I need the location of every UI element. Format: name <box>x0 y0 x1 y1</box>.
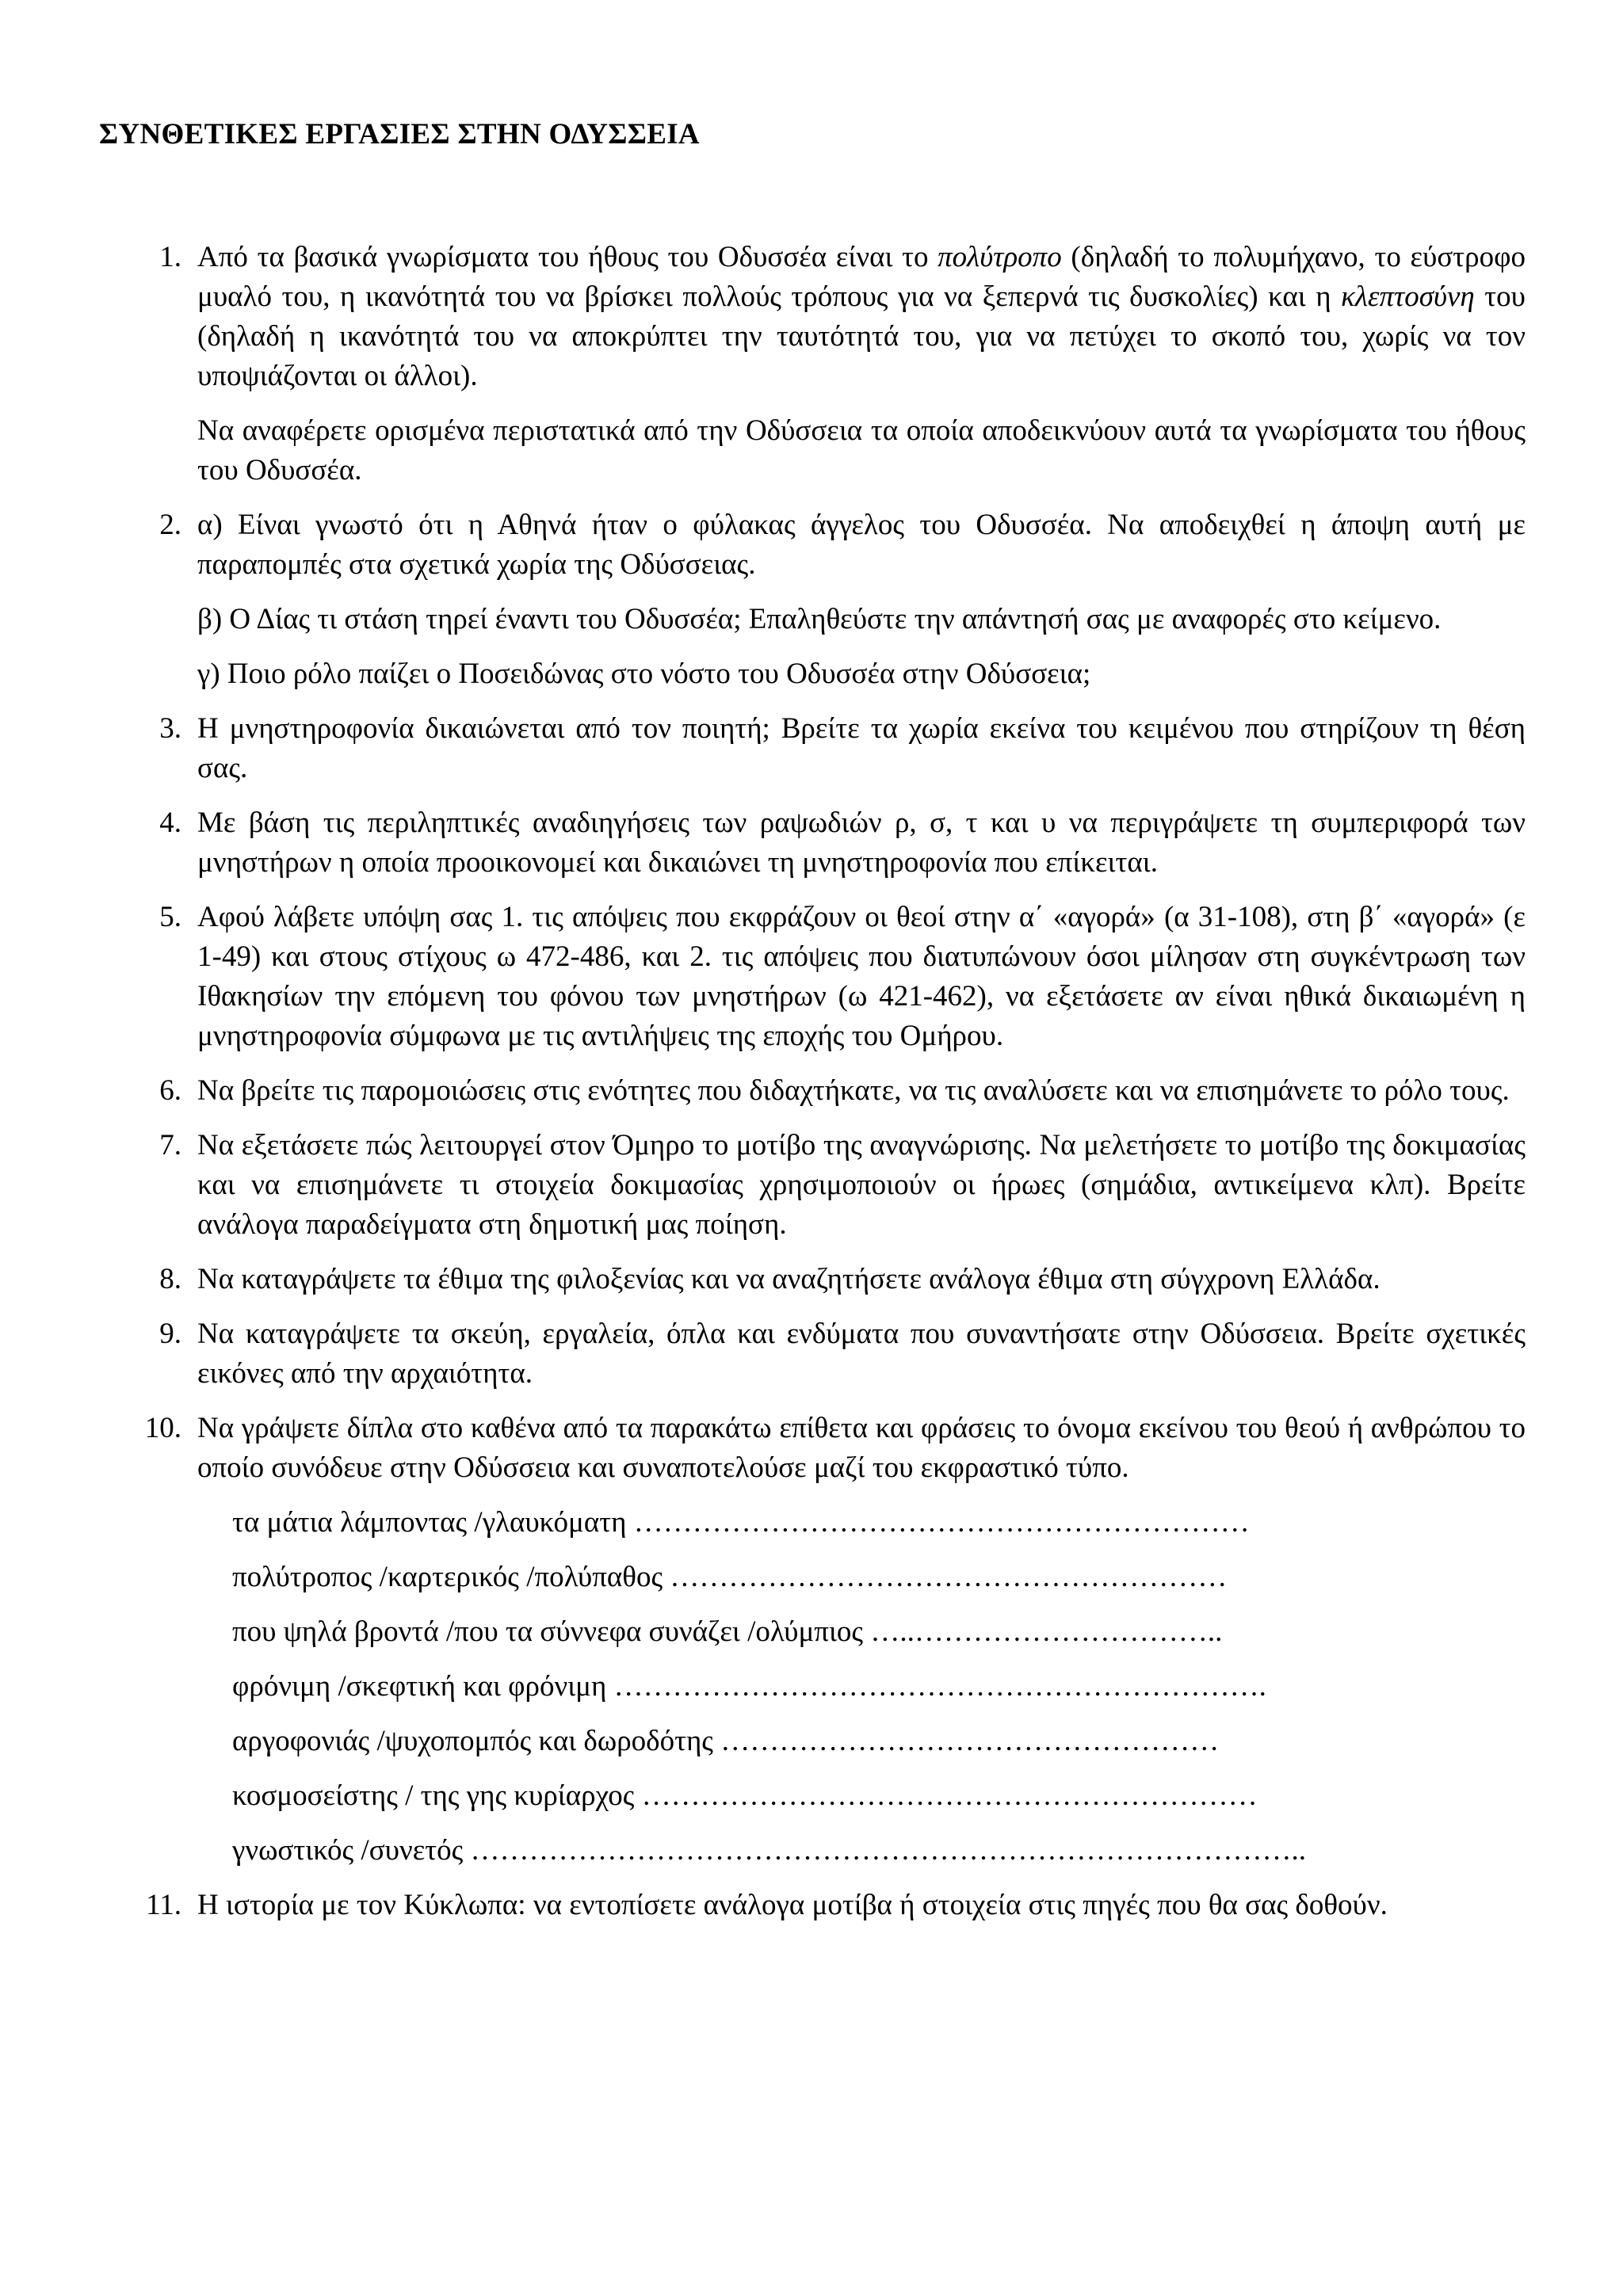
item-paragraph: Να γράψετε δίπλα στο καθένα από τα παρακάτω επίθετα και φράσεις το όνομα εκείνου του θεού ή ανθρώπου το οποίο συνόδευε στην Οδύσσεια και συναποτελούσε μαζί του εκφραστικό τύπο. <box>197 1412 1526 1484</box>
list-item-11 <box>99 1886 1526 1925</box>
item-paragraph: γ) Ποιο ρόλο παίζει ο Ποσειδώνας στο νόστο του Οδυσσέα στην Οδύσσεια; <box>197 658 1091 690</box>
list-item-7 <box>99 1126 1526 1245</box>
text-run: του (δηλαδή η ικανότητά του να αποκρύπτει την ταυτότητά του, για να πετύχει το σκοπό του, χωρίς να τον υποψιάζονται οι άλλοι). <box>197 280 1526 392</box>
text-run: Από τα βασικά γνωρίσματα του ήθους του Οδυσσέα είναι το <box>197 241 938 273</box>
fill-in-line: κοσμοσείστης / της γης κυρίαρχος ……………………………………………………… <box>232 1779 1258 1812</box>
item-paragraph: Να καταγράψετε τα σκεύη, εργαλεία, όπλα και ενδύματα που συναντήσατε στην Οδύσσεια. Βρείτε σχετικές εικόνες από την αρχαιότητα. <box>197 1318 1526 1390</box>
fill-in-line: γνωστικός /συνετός ………………………………………………………………………….. <box>232 1834 1307 1867</box>
item-paragraph: Να καταγράψετε τα έθιμα της φιλοξενίας και να αναζητήσετε ανάλογα έθιμα στη σύγχρονη Ελλάδα. <box>197 1263 1381 1295</box>
list-item-4 <box>99 803 1526 883</box>
list-item-10 <box>99 1409 1526 1871</box>
item-number: 6. <box>159 1074 181 1107</box>
document-title: ΣΥΝΘΕΤΙΚΕΣ ΕΡΓΑΣΙΕΣ ΣΤΗΝ ΟΔΥΣΣΕΙΑ <box>99 118 700 151</box>
fill-in-line: τα μάτια λάμποντας /γλαυκόματη ……………………………………………………… <box>232 1506 1250 1539</box>
item-paragraph: Αφού λάβετε υπόψη σας 1. τις απόψεις που εκφράζουν οι θεοί στην α΄ «αγορά» (α 31-108), στη β΄ «αγορά» (ε 1-49) και στους στίχους ω 472-486, και 2. τις απόψεις που διατυπώνουν όσοι μίλησαν στη συγκέντρωση των Ιθακησίων την επόμενη του φόνου των μνηστήρων (ω 421-462), να εξετάσετε αν είναι ηθικά δικαιωμένη η μνηστηροφονία σύμφωνα με τις αντιλήψεις της εποχής του Ομήρου. <box>197 901 1526 1052</box>
exercise-list <box>99 238 1526 1925</box>
item-number: 9. <box>159 1318 181 1350</box>
list-item-1 <box>99 238 1526 490</box>
italic-term: πολύτροπο <box>938 241 1062 273</box>
list-item-2 <box>99 505 1526 694</box>
item-paragraph: Να βρείτε τις παρομοιώσεις στις ενότητες που διδαχτήκατε, να τις αναλύσετε και να επισημάνετε το ρόλο τους. <box>197 1074 1510 1107</box>
item-number: 11. <box>146 1889 181 1921</box>
list-item-6 <box>99 1071 1526 1111</box>
fill-in-list <box>197 1503 1526 1871</box>
item-number: 8. <box>159 1263 181 1295</box>
fill-in-line: αργοφονιάς /ψυχοπομπός και δωροδότης …………………………………………… <box>232 1725 1220 1757</box>
fill-in-line: που ψηλά βροντά /που τα σύννεφα συνάζει /ολύμπιος …..………………………….. <box>232 1615 1223 1648</box>
item-paragraph: Να εξετάσετε πώς λειτουργεί στον Όμηρο το μοτίβο της αναγνώρισης. Να μελετήσετε το μοτίβο της δοκιμασίας και να επισημάνετε τι στοιχεία δοκιμασίας χρησιμοποιούν οι ήρωες (σημάδια, αντικείμενα κλπ). Βρείτε ανάλογα παραδείγματα στη δημοτική μας ποίηση. <box>197 1129 1526 1241</box>
text-run: (δηλαδή το πολυμήχανο, το εύστροφο μυαλό του, η ικανότητά του να βρίσκει πολλούς τρόπους για να ξεπερνά τις δυσκολίες) και η <box>197 241 1526 313</box>
fill-in-line: φρόνιμη /σκεφτική και φρόνιμη …………………………………………………………. <box>232 1670 1266 1703</box>
list-item-3 <box>99 709 1526 788</box>
item-number: 5. <box>159 901 181 933</box>
fill-in-line: πολύτροπος /καρτερικός /πολύπαθος ………………………………………………… <box>232 1561 1228 1593</box>
item-number: 4. <box>159 807 181 839</box>
item-paragraph: Η μνηστηροφονία δικαιώνεται από τον ποιητή; Βρείτε τα χωρία εκείνα του κειμένου που στηρίζουν τη θέση σας. <box>197 712 1526 784</box>
item-number: 1. <box>159 241 181 273</box>
list-item-9 <box>99 1314 1526 1394</box>
item-number: 2. <box>159 509 181 541</box>
italic-term: κλεπτοσύνη <box>1341 280 1475 313</box>
item-paragraph: Με βάση τις περιληπτικές αναδιηγήσεις των ραψωδιών ρ, σ, τ και υ να περιγράψετε τη συμπεριφορά των μνηστήρων η οποία προοικονομεί και δικαιώνει τη μνηστηροφονία που επίκειται. <box>197 807 1526 879</box>
item-number: 7. <box>159 1129 181 1161</box>
item-paragraph: Να αναφέρετε ορισμένα περιστατικά από την Οδύσσεια τα οποία αποδεικνύουν αυτά τα γνωρίσματα του ήθους του Οδυσσέα. <box>197 414 1526 486</box>
item-number: 10. <box>144 1412 181 1444</box>
list-item-5 <box>99 898 1526 1056</box>
item-number: 3. <box>159 712 181 745</box>
item-paragraph <box>197 238 1526 396</box>
item-paragraph: α) Είναι γνωστό ότι η Αθηνά ήταν ο φύλακας άγγελος του Οδυσσέα. Να αποδειχθεί η άποψη αυτή με παραπομπές στα σχετικά χωρία της Οδύσσειας. <box>197 509 1526 581</box>
item-paragraph: Η ιστορία με τον Κύκλωπα: να εντοπίσετε ανάλογα μοτίβα ή στοιχεία στις πηγές που θα σας δοθούν. <box>197 1889 1388 1921</box>
item-paragraph: β) Ο Δίας τι στάση τηρεί έναντι του Οδυσσέα; Επαληθεύστε την απάντησή σας με αναφορές στο κείμενο. <box>197 603 1442 635</box>
list-item-8 <box>99 1260 1526 1299</box>
